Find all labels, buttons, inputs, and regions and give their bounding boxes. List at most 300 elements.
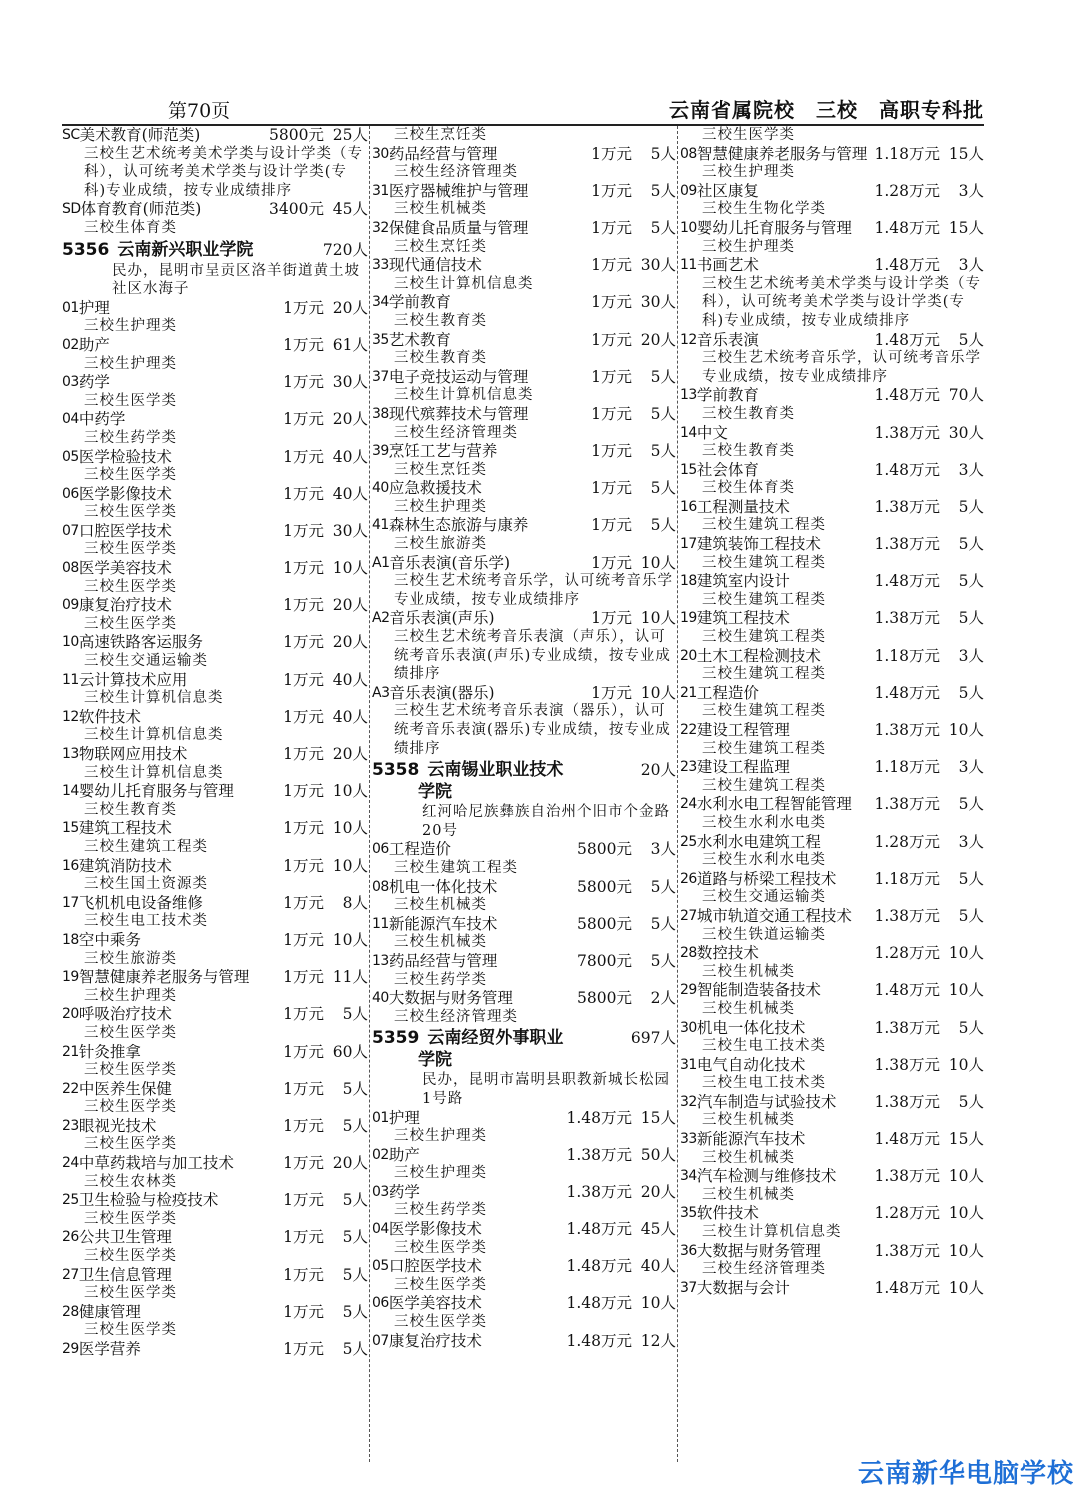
program-requirement: 三校生艺术统考音乐学，认可统考音乐学专业成绩，按专业成绩排序 <box>394 573 673 608</box>
program-code: 13 <box>62 746 79 762</box>
program-requirement: 三校生建筑工程类 <box>702 591 826 608</box>
program-name: 大数据与会计 <box>696 1278 790 1297</box>
program-code: 29 <box>680 982 697 999</box>
enrollment-count: 30人 <box>332 373 368 392</box>
program-name: 工程造价 <box>388 840 451 859</box>
program-code: 20 <box>680 647 697 664</box>
program-code: 37 <box>372 368 389 385</box>
program-name: 医学影像技术 <box>388 1220 482 1239</box>
program-name: 公共卫生管理 <box>78 1228 172 1247</box>
program-requirement: 三校生水利水电类 <box>702 852 826 869</box>
program-row <box>680 1056 984 1075</box>
program-code: 41 <box>372 517 389 534</box>
program-requirement: 三校生护理类 <box>394 1165 487 1182</box>
program-code: 32 <box>680 1093 697 1110</box>
tuition-fee: 1.48万元 <box>566 1220 632 1239</box>
enrollment-count: 10人 <box>948 944 984 963</box>
program-requirement: 三校生护理类 <box>394 498 487 515</box>
program-code: 10 <box>62 634 79 651</box>
tuition-fee: 1万元 <box>283 856 324 875</box>
school-address: 民办，昆明市嵩明县职教新城长松园1号路 <box>422 1072 670 1107</box>
program-row <box>372 609 676 628</box>
school-code: 5356 <box>62 239 110 260</box>
program-code: 23 <box>62 1117 79 1134</box>
enrollment-count: 10人 <box>640 1294 676 1313</box>
program-code: 19 <box>680 610 697 627</box>
program-name: 社区康复 <box>696 181 759 200</box>
enrollment-count: 40人 <box>332 707 368 726</box>
program-name: 药学 <box>78 373 110 392</box>
program-name: 智慧健康养老服务与管理 <box>78 968 250 987</box>
enrollment-count: 3人 <box>958 181 984 200</box>
program-requirement: 三校生医学类 <box>84 1136 177 1153</box>
enrollment-count: 5人 <box>958 535 984 554</box>
enrollment-count: 20人 <box>332 410 368 429</box>
program-row <box>372 331 676 350</box>
program-name: 土木工程检测技术 <box>696 646 821 665</box>
program-code: 28 <box>62 1303 79 1320</box>
program-name: 护理 <box>388 1108 420 1127</box>
program-row <box>680 1242 984 1261</box>
program-code: 14 <box>680 424 697 441</box>
program-name: 音乐表演(音乐学) <box>389 553 511 572</box>
enrollment-count: 10人 <box>640 609 676 628</box>
program-requirement: 三校生电工技术类 <box>84 913 208 930</box>
tuition-fee: 1万元 <box>591 330 632 349</box>
program-code: SD <box>62 201 81 218</box>
tuition-fee: 1.38万元 <box>874 497 940 516</box>
program-code: 01 <box>62 299 79 316</box>
enrollment-count: 50人 <box>640 1145 676 1164</box>
program-requirement: 三校生护理类 <box>84 987 177 1004</box>
program-requirement: 三校生艺术统考音乐表演（声乐），认可统考音乐表演(声乐)专业成绩，按专业成绩排序 <box>394 629 671 683</box>
program-row <box>372 479 676 498</box>
program-code: 33 <box>680 1131 697 1148</box>
program-code: 36 <box>680 1242 697 1259</box>
column-1 <box>62 126 368 1462</box>
program-row <box>680 219 984 238</box>
program-name: 医学营养 <box>78 1340 141 1358</box>
program-name: 现代殡葬技术与管理 <box>388 404 529 423</box>
tuition-fee: 1.18万元 <box>874 869 940 888</box>
program-row <box>62 894 368 913</box>
program-row <box>372 878 676 897</box>
program-requirement: 三校生护理类 <box>702 238 795 255</box>
program-code: 27 <box>62 1266 79 1283</box>
enrollment-count: 60人 <box>332 1042 368 1061</box>
program-code: SC <box>62 127 80 143</box>
program-row <box>62 485 368 504</box>
program-requirement: 三校生交通运输类 <box>84 653 208 670</box>
tuition-fee: 1.18万元 <box>874 758 940 777</box>
program-name: 高速铁路客运服务 <box>78 633 203 652</box>
enrollment-count: 20人 <box>640 330 676 349</box>
program-row <box>62 1340 368 1359</box>
program-code: 30 <box>372 145 389 162</box>
program-requirement: 三校生生物化学类 <box>702 201 826 218</box>
tuition-fee: 1万元 <box>591 367 632 386</box>
program-requirement: 三校生建筑工程类 <box>702 703 826 720</box>
enrollment-count: 20人 <box>332 1154 368 1173</box>
program-row <box>372 915 676 934</box>
program-row <box>62 857 368 876</box>
program-row <box>680 256 984 275</box>
program-code: 05 <box>372 1258 389 1275</box>
program-requirement: 三校生教育类 <box>702 443 795 460</box>
program-name: 水利水电工程智能管理 <box>696 795 852 814</box>
enrollment-count: 5人 <box>342 1005 368 1024</box>
enrollment-count: 40人 <box>640 1257 676 1276</box>
program-row <box>680 1279 984 1298</box>
tuition-fee: 1万元 <box>591 404 632 423</box>
tuition-fee: 1.38万元 <box>874 906 940 925</box>
enrollment-count: 5人 <box>958 330 984 349</box>
school-total: 697人 <box>630 1029 676 1048</box>
program-code: 04 <box>62 411 79 428</box>
school-code: 5358 <box>372 760 420 781</box>
school-name-continued: 学院 <box>418 782 452 803</box>
program-name: 音乐表演(声乐) <box>389 609 495 628</box>
enrollment-count: 10人 <box>948 721 984 739</box>
program-row <box>372 952 676 971</box>
enrollment-count: 5人 <box>650 914 676 933</box>
program-row <box>372 368 676 387</box>
program-code: 35 <box>372 331 389 348</box>
program-code: 06 <box>372 1295 389 1312</box>
program-row <box>62 1191 368 1210</box>
tuition-fee: 1.38万元 <box>874 1092 940 1111</box>
enrollment-count: 3人 <box>958 256 984 275</box>
program-name: 机电一体化技术 <box>696 1018 806 1037</box>
enrollment-count: 45人 <box>640 1220 676 1239</box>
program-requirement: 三校生机械类 <box>394 934 487 951</box>
program-name: 音乐表演 <box>696 330 759 349</box>
program-code: 32 <box>372 219 389 236</box>
tuition-fee: 1.48万元 <box>566 1331 632 1350</box>
program-code: 09 <box>62 597 79 614</box>
program-requirement: 三校生计算机信息类 <box>84 727 224 744</box>
program-row <box>372 1257 676 1276</box>
program-code: 01 <box>372 1109 389 1126</box>
program-row <box>62 708 368 727</box>
program-row <box>372 442 676 461</box>
enrollment-count: 20人 <box>640 1182 676 1201</box>
enrollment-count: 5人 <box>650 181 676 200</box>
enrollment-count: 30人 <box>948 423 984 442</box>
enrollment-count: 20人 <box>332 298 368 317</box>
program-requirement: 三校生经济管理类 <box>394 424 518 441</box>
tuition-fee: 1万元 <box>283 782 324 801</box>
tuition-fee: 1万元 <box>591 442 632 461</box>
enrollment-count: 25人 <box>332 126 368 144</box>
enrollment-count: 5人 <box>650 367 676 386</box>
program-row <box>372 1183 676 1202</box>
program-name: 体育教育(师范类) <box>80 200 202 219</box>
program-code: 27 <box>680 907 697 924</box>
program-code: 08 <box>62 560 79 577</box>
program-name: 电子竞技运动与管理 <box>388 367 529 386</box>
enrollment-count: 5人 <box>650 218 676 237</box>
program-requirement: 三校生计算机信息类 <box>702 1224 842 1241</box>
program-name: 医疗器械维护与管理 <box>388 181 529 200</box>
tuition-fee: 1万元 <box>283 707 324 726</box>
program-requirement: 三校生建筑工程类 <box>702 666 826 683</box>
program-code: 15 <box>62 820 79 837</box>
program-row <box>372 293 676 312</box>
enrollment-count: 5人 <box>342 1116 368 1135</box>
program-requirement: 三校生医学类 <box>84 615 177 632</box>
program-name: 建筑消防技术 <box>78 856 172 875</box>
program-code: 22 <box>680 722 697 738</box>
program-row <box>62 448 368 467</box>
tuition-fee: 1万元 <box>283 373 324 392</box>
school-heading <box>372 759 676 782</box>
tuition-fee: 1万元 <box>283 1042 324 1061</box>
program-requirement: 三校生医学类 <box>84 1322 177 1339</box>
enrollment-count: 10人 <box>332 782 368 801</box>
enrollment-count: 5人 <box>342 1228 368 1247</box>
program-code: 21 <box>62 1043 79 1060</box>
program-code: 34 <box>680 1168 697 1185</box>
program-name: 工程测量技术 <box>696 497 790 516</box>
tuition-fee: 1.48万元 <box>874 572 940 591</box>
program-row <box>680 944 984 963</box>
program-row <box>62 522 368 541</box>
program-name: 智慧健康养老服务与管理 <box>696 144 868 163</box>
program-row <box>372 256 676 275</box>
program-row <box>62 1154 368 1173</box>
program-name: 音乐表演(器乐) <box>389 683 495 702</box>
program-name: 口腔医学技术 <box>388 1257 482 1276</box>
school-name: 云南经贸外事职业 <box>427 1028 564 1049</box>
program-row <box>62 373 368 392</box>
enrollment-count: 10人 <box>332 930 368 949</box>
program-code: 38 <box>372 405 389 422</box>
tuition-fee: 1万元 <box>283 633 324 652</box>
program-requirement: 三校生药学类 <box>394 971 487 988</box>
tuition-fee: 5800元 <box>577 840 632 859</box>
program-code: 31 <box>680 1056 697 1073</box>
program-code: 29 <box>62 1341 79 1357</box>
program-requirement: 三校生农林类 <box>84 1173 177 1190</box>
program-name: 汽车检测与维修技术 <box>696 1167 837 1186</box>
tuition-fee: 1.38万元 <box>874 795 940 814</box>
enrollment-count: 40人 <box>332 670 368 689</box>
program-name: 建筑工程技术 <box>696 609 790 628</box>
program-row <box>372 684 676 703</box>
program-code: 33 <box>372 257 389 274</box>
program-name: 新能源汽车技术 <box>388 914 498 933</box>
program-name: 保健食品质量与管理 <box>388 218 529 237</box>
program-code: 14 <box>62 783 79 800</box>
program-row <box>62 1005 368 1024</box>
program-code: 03 <box>372 1183 389 1200</box>
program-requirement: 三校生医学类 <box>702 127 795 143</box>
tuition-fee: 5800元 <box>577 914 632 933</box>
enrollment-count: 5人 <box>958 1018 984 1037</box>
enrollment-count: 15人 <box>948 144 984 163</box>
enrollment-count: 3人 <box>650 840 676 859</box>
program-code: 20 <box>62 1006 79 1023</box>
program-requirement: 三校生计算机信息类 <box>84 764 224 781</box>
program-requirement: 三校生建筑工程类 <box>84 838 208 855</box>
tuition-fee: 3400元 <box>269 200 324 219</box>
program-name: 医学美容技术 <box>78 559 172 578</box>
program-name: 新能源汽车技术 <box>696 1130 806 1149</box>
program-code: 04 <box>372 1221 389 1238</box>
tuition-fee: 1.48万元 <box>874 330 940 349</box>
program-row <box>680 1019 984 1038</box>
program-name: 现代通信技术 <box>388 256 482 275</box>
enrollment-count: 5人 <box>958 906 984 925</box>
enrollment-count: 2人 <box>650 989 676 1008</box>
program-code: 21 <box>680 684 697 701</box>
tuition-fee: 1.38万元 <box>874 423 940 442</box>
tuition-fee: 1.38万元 <box>874 721 940 739</box>
page-number: 第70页 <box>168 100 231 122</box>
program-row <box>62 1228 368 1247</box>
watermark: 云南新华电脑学校 <box>857 1459 1074 1489</box>
program-code: 17 <box>62 894 79 911</box>
program-name: 学前教育 <box>696 386 759 405</box>
program-code: 17 <box>680 536 697 553</box>
tuition-fee: 1.48万元 <box>566 1294 632 1313</box>
program-code: 11 <box>62 671 79 688</box>
program-row <box>680 145 984 164</box>
program-row <box>680 572 984 591</box>
tuition-fee: 1万元 <box>283 447 324 466</box>
enrollment-count: 10人 <box>948 1278 984 1297</box>
program-requirement: 三校生体育类 <box>84 219 177 236</box>
tuition-fee: 1万元 <box>283 1005 324 1024</box>
program-name: 卫生检验与检疫技术 <box>78 1191 219 1210</box>
program-name: 中医养生保健 <box>78 1079 172 1098</box>
tuition-fee: 1万元 <box>591 516 632 535</box>
program-code: 30 <box>680 1019 697 1036</box>
tuition-fee: 1万元 <box>283 410 324 429</box>
program-name: 中文 <box>696 423 728 442</box>
program-requirement: 三校生医学类 <box>84 1099 177 1116</box>
program-code: 07 <box>372 1332 389 1349</box>
school-name-continued: 学院 <box>418 1050 452 1071</box>
program-row <box>372 145 676 164</box>
program-name: 护理 <box>78 298 110 317</box>
program-name: 助产 <box>388 1145 420 1164</box>
program-row <box>62 931 368 950</box>
tuition-fee: 1万元 <box>283 521 324 540</box>
tuition-fee: 1万元 <box>283 559 324 578</box>
program-requirement: 三校生建筑工程类 <box>394 859 518 876</box>
enrollment-count: 15人 <box>948 218 984 237</box>
program-requirement: 三校生烹饪类 <box>394 461 487 478</box>
program-requirement: 三校生医学类 <box>84 392 177 409</box>
program-requirement: 三校生机械类 <box>394 201 487 218</box>
school-total: 20人 <box>640 761 676 780</box>
program-name: 烹饪工艺与营养 <box>388 442 498 461</box>
program-row <box>680 1204 984 1223</box>
program-row <box>372 219 676 238</box>
program-code: 10 <box>680 219 697 236</box>
tuition-fee: 1.18万元 <box>874 144 940 163</box>
program-code: 11 <box>680 257 697 274</box>
program-name: 社会体育 <box>696 460 759 479</box>
program-name: 水利水电建筑工程 <box>696 832 821 851</box>
program-name: 卫生信息管理 <box>78 1265 172 1284</box>
program-row <box>372 989 676 1008</box>
tuition-fee: 1万元 <box>283 1228 324 1247</box>
program-requirement: 三校生经济管理类 <box>394 1008 518 1025</box>
program-row <box>62 1117 368 1136</box>
tuition-fee: 1万元 <box>591 181 632 200</box>
school-heading <box>62 239 368 262</box>
column-divider <box>369 126 370 1462</box>
program-code: 40 <box>372 480 389 497</box>
enrollment-count: 5人 <box>650 442 676 461</box>
program-name: 数控技术 <box>696 944 759 963</box>
program-name: 智能制造装备技术 <box>696 981 821 1000</box>
program-code: 12 <box>62 708 79 725</box>
tuition-fee: 1.38万元 <box>874 1241 940 1260</box>
program-code: 34 <box>372 294 389 311</box>
enrollment-count: 5人 <box>650 144 676 163</box>
program-name: 药学 <box>388 1182 420 1201</box>
program-name: 道路与桥梁工程技术 <box>696 869 837 888</box>
program-code: 12 <box>680 331 697 348</box>
program-requirement: 三校生医学类 <box>84 541 177 558</box>
tuition-fee: 1万元 <box>283 893 324 912</box>
program-name: 城市轨道交通工程技术 <box>696 906 852 925</box>
tuition-fee: 7800元 <box>577 951 632 970</box>
program-row <box>62 819 368 838</box>
program-name: 书画艺术 <box>696 256 759 275</box>
program-name: 美术教育(师范类) <box>79 126 201 144</box>
program-row <box>680 1167 984 1186</box>
enrollment-count: 3人 <box>958 758 984 777</box>
program-code: 26 <box>62 1229 79 1246</box>
program-row <box>372 516 676 535</box>
enrollment-count: 5人 <box>650 877 676 896</box>
program-requirement: 三校生建筑工程类 <box>702 740 826 757</box>
tuition-fee: 1万元 <box>283 1340 324 1358</box>
enrollment-count: 10人 <box>948 1055 984 1074</box>
program-requirement: 三校生医学类 <box>84 1024 177 1041</box>
column-divider <box>677 126 678 1462</box>
program-code: 28 <box>680 945 697 962</box>
enrollment-count: 3人 <box>958 646 984 665</box>
program-name: 云计算技术应用 <box>78 670 188 689</box>
program-row <box>62 559 368 578</box>
program-name: 针灸推拿 <box>78 1042 141 1061</box>
tuition-fee: 1.48万元 <box>566 1108 632 1127</box>
tuition-fee: 1.38万元 <box>874 535 940 554</box>
program-name: 中药学 <box>78 410 126 429</box>
program-code: 23 <box>680 759 697 776</box>
tuition-fee: 1万元 <box>591 479 632 498</box>
program-requirement: 三校生电工技术类 <box>702 1075 826 1092</box>
enrollment-count: 10人 <box>948 1204 984 1223</box>
enrollment-count: 8人 <box>342 893 368 912</box>
program-requirement: 三校生旅游类 <box>394 536 487 553</box>
program-requirement: 三校生医学类 <box>84 1062 177 1079</box>
tuition-fee: 1.38万元 <box>566 1145 632 1164</box>
program-code: 39 <box>372 443 389 460</box>
program-requirement: 三校生旅游类 <box>84 950 177 967</box>
program-requirement: 三校生医学类 <box>84 578 177 595</box>
program-name: 艺术教育 <box>388 330 451 349</box>
enrollment-count: 5人 <box>342 1302 368 1321</box>
program-code: 06 <box>62 485 79 502</box>
program-code: 05 <box>62 448 79 465</box>
